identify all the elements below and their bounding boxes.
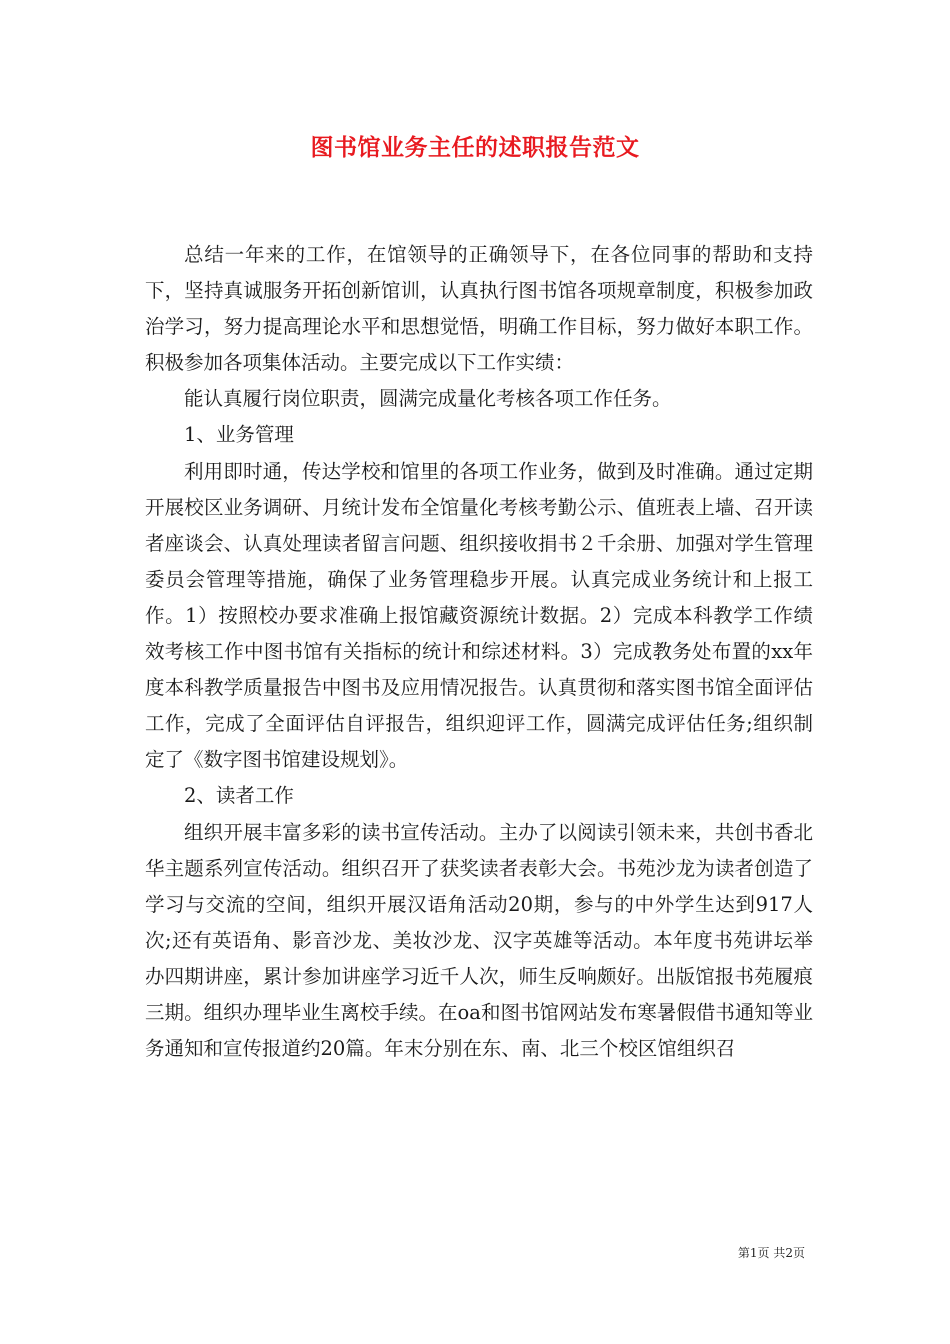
footer-suffix: 页: [792, 1246, 805, 1260]
page-footer: [738, 1245, 805, 1261]
paragraph-duty: 能认真履行岗位职责，圆满完成量化考核各项工作任务。: [184, 387, 672, 411]
document-body: [145, 237, 813, 1067]
section-heading-business: 1、业务管理: [184, 423, 294, 447]
paragraph-readers: 组织开展丰富多彩的读书宣传活动。主办了以阅读引领未来，共创书香北华主题系列宣传活动。组织召开了获奖读者表彰大会。书苑沙龙为读者创造了学习与交流的空间，组织开展汉语角活动20期，参与的中外学生达到917人次;还有英语角、影音沙龙、美妆沙龙、汉字英雄等活动。本年度书苑讲坛举办四期讲座，累计参加讲座学习近千人次，师生反响颇好。出版馆报书苑履痕三期。组织办理毕业生离校手续。在oa和图书馆网站发布寒暑假借书通知等业务通知和宣传报道约20篇。年末分别在东、南、北三个校区馆组织召: [145, 820, 813, 1061]
footer-middle: 页 共: [757, 1246, 786, 1260]
section-heading-readers: 2、读者工作: [184, 784, 294, 808]
paragraph-intro: 总结一年来的工作，在馆领导的正确领导下，在各位同事的帮助和支持下，坚持真诚服务开拓创新馆训，认真执行图书馆各项规章制度，积极参加政治学习，努力提高理论水平和思想觉悟，明确工作目标，努力做好本职工作。积极参加各项集体活动。主要完成以下工作实绩：: [145, 243, 813, 375]
paragraph-business: 利用即时通，传达学校和馆里的各项工作业务，做到及时准确。通过定期开展校区业务调研、月统计发布全馆量化考核考勤公示、值班表上墙、召开读者座谈会、认真处理读者留言问题、组织接收捐书２千余册、加强对学生管理委员会管理等措施，确保了业务管理稳步开展。认真完成业务统计和上报工作。1）按照校办要求准确上报馆藏资源统计数据。2）完成本科教学工作绩效考核工作中图书馆有关指标的统计和综述材料。3）完成教务处布置的xx年度本科教学质量报告中图书及应用情况报告。认真贯彻和落实图书馆全面评估工作，完成了全面评估自评报告，组织迎评工作，圆满完成评估任务;组织制定了《数字图书馆建设规划》。: [145, 459, 813, 772]
footer-current-page: 1: [749, 1246, 758, 1260]
footer-total-pages: 2: [785, 1246, 793, 1260]
document-title: 图书馆业务主任的述职报告范文: [310, 134, 640, 161]
footer-prefix: 第: [737, 1246, 750, 1260]
